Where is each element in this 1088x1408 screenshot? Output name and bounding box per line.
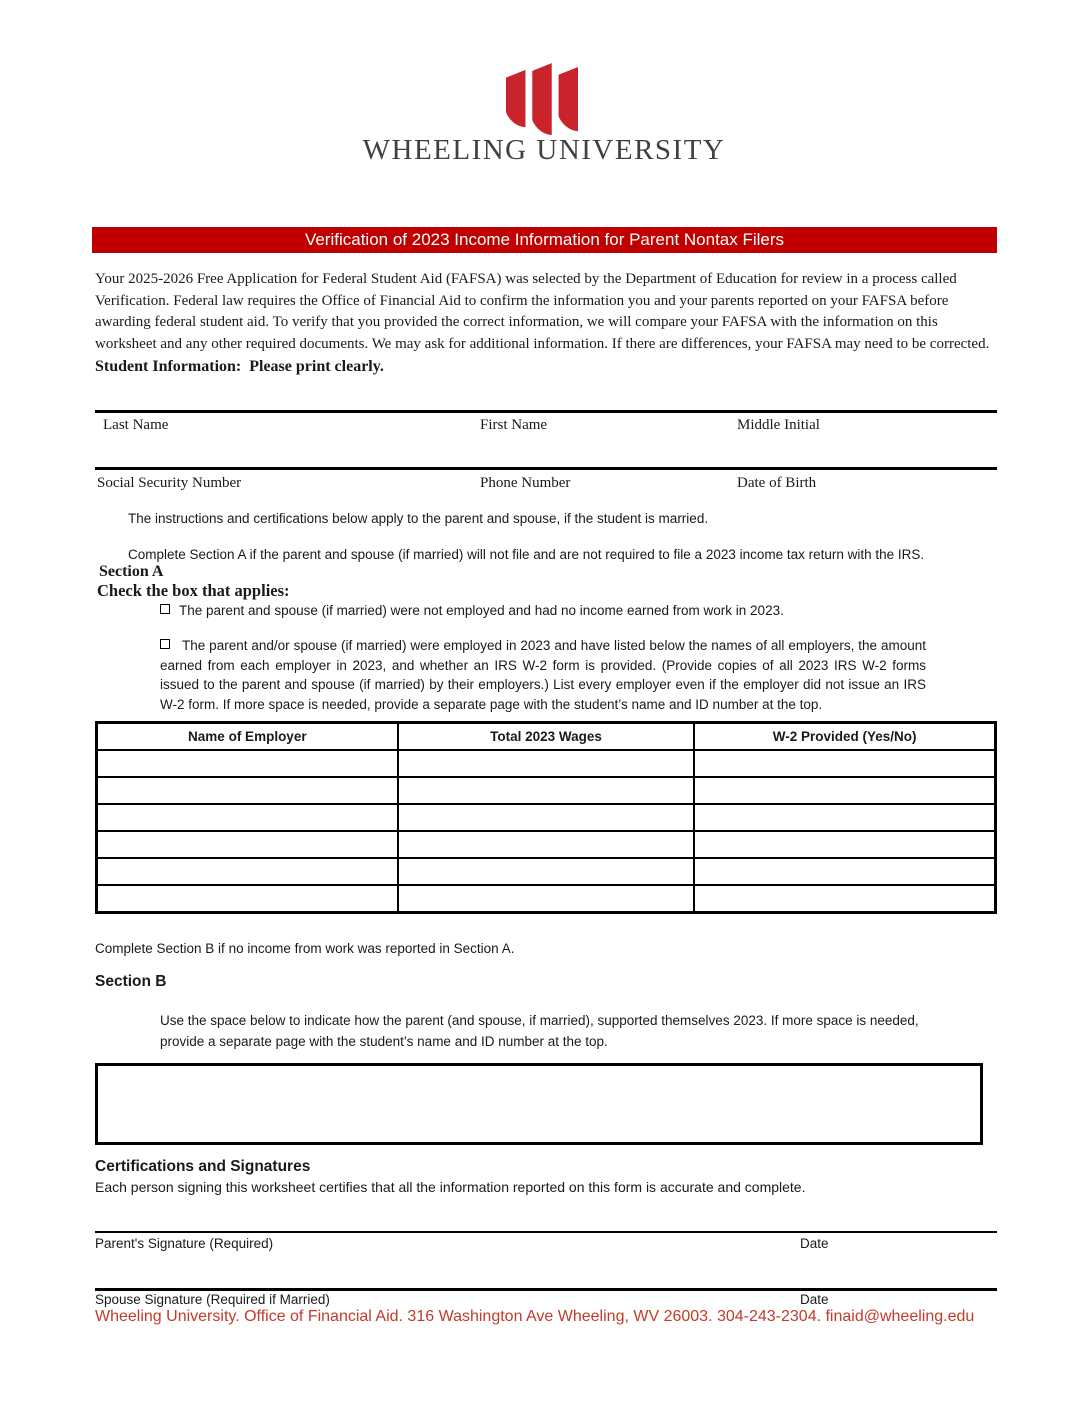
employer-cell[interactable] <box>694 831 995 858</box>
employer-table-row <box>97 777 996 804</box>
first-name-label: First Name <box>480 417 548 433</box>
employer-header-name: Name of Employer <box>97 723 398 751</box>
employer-table-row <box>97 885 996 913</box>
section-b-intro: Complete Section B if no income from work was reported in Section A. <box>95 941 515 956</box>
employer-table-row <box>97 804 996 831</box>
employer-cell[interactable] <box>694 804 995 831</box>
section-a-heading: Section A <box>99 563 164 580</box>
employer-cell[interactable] <box>694 750 995 777</box>
student-info-heading: Student Information: Please print clearly. <box>95 358 384 375</box>
employer-table-row <box>97 750 996 777</box>
employer-cell[interactable] <box>398 750 695 777</box>
parent-date-label: Date <box>800 1236 829 1251</box>
student-fields-rule-bottom <box>95 467 997 470</box>
certifications-heading: Certifications and Signatures <box>95 1158 311 1175</box>
employer-cell[interactable] <box>694 885 995 913</box>
option-employed <box>160 636 926 715</box>
middle-initial-label: Middle Initial <box>737 417 820 433</box>
form-title-banner: Verification of 2023 Income Information for Parent Nontax Filers <box>92 227 997 253</box>
employer-header-w2: W-2 Provided (Yes/No) <box>694 723 995 751</box>
phone-number-label: Phone Number <box>480 475 571 491</box>
employer-cell[interactable] <box>398 858 695 885</box>
employer-table-row <box>97 858 996 885</box>
option-employed-label: The parent and/or spouse (if married) were employed in 2023 and have listed below the names of all employers, the amount earned from each employer in 2023, and whether an IRS W-2 form is provided. (Provide copies of all 2023 IRS W-2 forms issued to the parent and spouse (if married) by their employers.) List every employer even if the employer did not issue an IRS W-2 form. If more space is needed, provide a separate page with the student’s name and ID number at the top. <box>160 638 926 713</box>
employer-header-wages: Total 2023 Wages <box>398 723 695 751</box>
option-not-employed-label: The parent and spouse (if married) were not employed and had no income earned from work in 2023. <box>179 603 784 618</box>
section-b-instruction: Use the space below to indicate how the parent (and spouse, if married), supported themselves 2023. If more space is needed, provide a separate page with the student’s name and ID number at the top. <box>160 1013 919 1049</box>
employer-cell[interactable] <box>398 804 695 831</box>
ssn-label: Social Security Number <box>97 475 242 491</box>
university-name: WHEELING UNIVERSITY <box>362 134 726 166</box>
employer-cell[interactable] <box>398 831 695 858</box>
section-b-heading: Section B <box>95 973 167 990</box>
employed-checkbox[interactable] <box>160 639 170 649</box>
date-of-birth-label: Date of Birth <box>737 475 817 491</box>
employer-cell[interactable] <box>97 858 398 885</box>
employer-cell[interactable] <box>398 885 695 913</box>
employer-cell[interactable] <box>97 777 398 804</box>
instruction-line-2: Complete Section A if the parent and spouse (if married) will not file and are not required to file a 2023 income tax return with the IRS. <box>128 547 925 562</box>
university-logo-mark-icon <box>506 62 578 142</box>
instruction-line-1: The instructions and certifications below apply to the parent and spouse, if the student is married. <box>128 511 709 526</box>
spouse-date-label: Date <box>800 1292 829 1307</box>
section-a-prompt: Check the box that applies: <box>97 581 290 600</box>
last-name-label: Last Name <box>103 417 169 433</box>
option-not-employed <box>160 601 960 621</box>
employer-table-row <box>97 831 996 858</box>
parent-signature-line[interactable] <box>95 1231 997 1233</box>
employer-cell[interactable] <box>694 858 995 885</box>
employer-cell[interactable] <box>97 750 398 777</box>
student-fields-rule-top <box>95 410 997 413</box>
support-response-box[interactable] <box>95 1063 983 1145</box>
employer-table-header-row <box>97 723 996 751</box>
spouse-signature-label: Spouse Signature (Required if Married) <box>95 1292 330 1307</box>
employer-cell[interactable] <box>97 804 398 831</box>
parent-signature-label: Parent's Signature (Required) <box>95 1236 274 1251</box>
employer-cell[interactable] <box>694 777 995 804</box>
employer-cell[interactable] <box>97 885 398 913</box>
employer-cell[interactable] <box>398 777 695 804</box>
certifications-text: Each person signing this worksheet certifies that all the information reported on this form is accurate and complete. <box>95 1179 806 1195</box>
not-employed-checkbox[interactable] <box>160 604 170 614</box>
footer-contact: Wheeling University. Office of Financial Aid. 316 Washington Ave Wheeling, WV 26003. 304-243-2304. finaid@wheeling.edu <box>95 1308 975 1325</box>
employer-table <box>95 721 997 914</box>
intro-paragraph: Your 2025-2026 Free Application for Federal Student Aid (FAFSA) was selected by the Department of Education for review in a process called Verification. Federal law requires the Office of Financial Aid to confirm the information you and your parents reported on your FAFSA before awarding federal student aid. To verify that you provided the correct information, we will compare your FAFSA with the information on this worksheet and any other required documents. We may ask for additional information. If there are differences, your FAFSA may need to be corrected. <box>95 271 990 352</box>
spouse-signature-line[interactable] <box>95 1288 997 1291</box>
employer-cell[interactable] <box>97 831 398 858</box>
